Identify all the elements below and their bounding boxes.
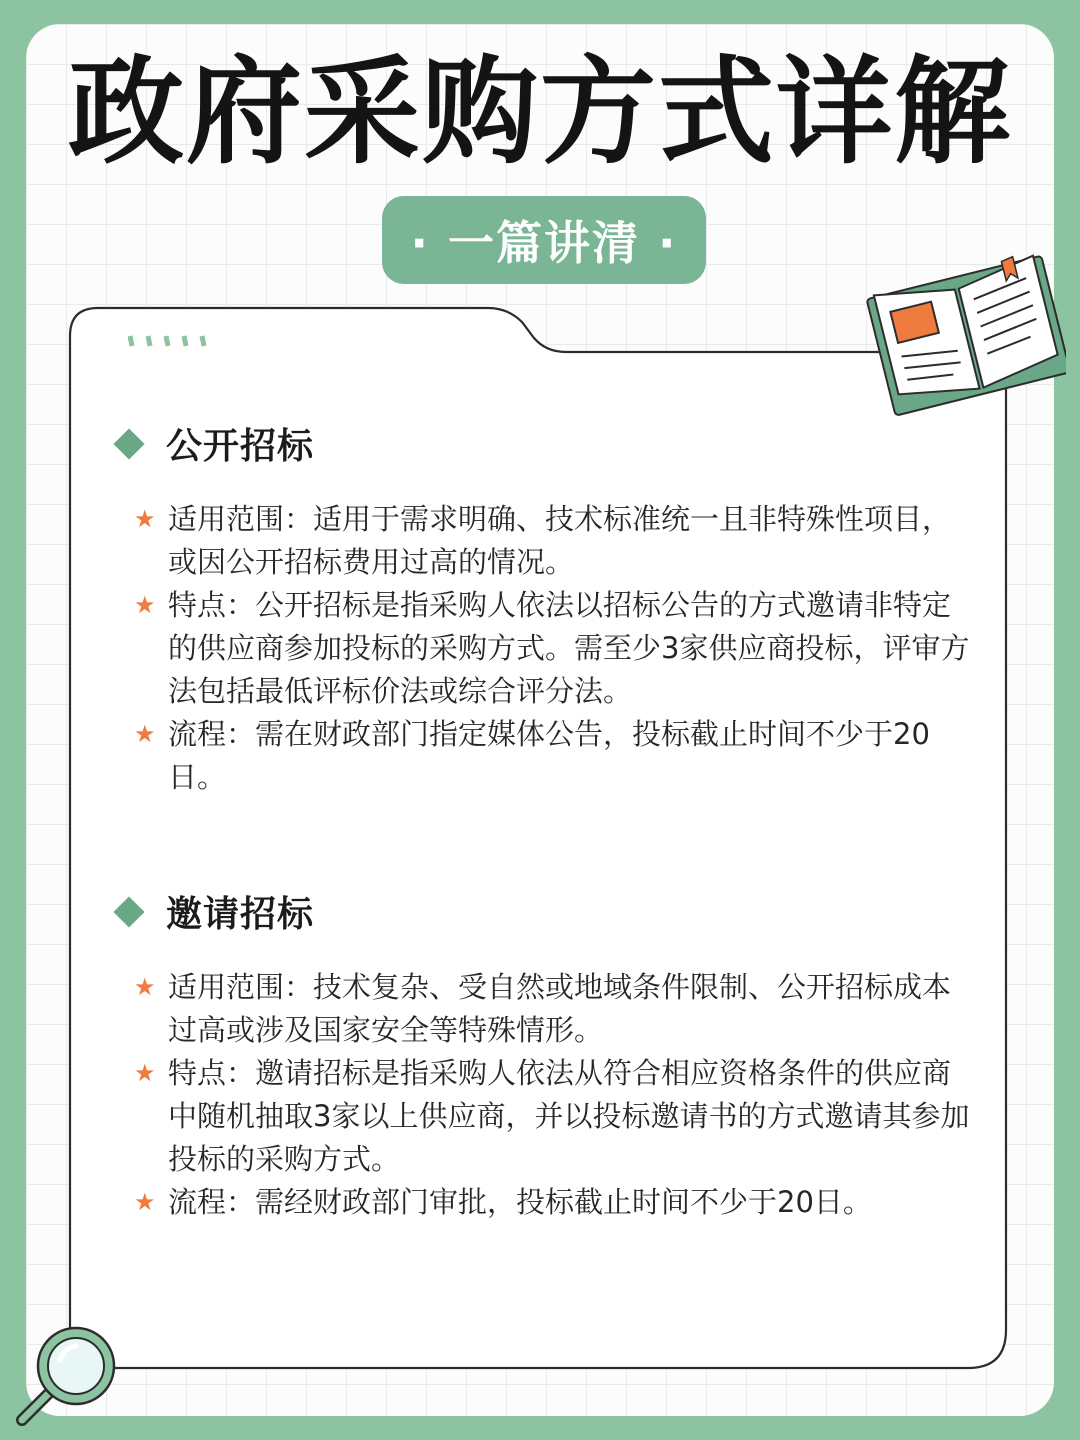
diamond-icon <box>113 428 144 459</box>
magnifier-icon <box>12 1322 122 1432</box>
section-header-public-tender <box>112 418 314 469</box>
list-item <box>134 1052 974 1181</box>
list-item <box>134 498 974 584</box>
section-header-invited-tender <box>112 886 314 937</box>
item-text: 流程：需在财政部门指定媒体公告，投标截止时间不少于20日。 <box>168 717 930 794</box>
list-item <box>134 584 974 713</box>
item-text: 流程：需经财政部门审批，投标截止时间不少于20日。 <box>168 1185 872 1219</box>
subtitle-badge: · 一篇讲清 · <box>382 196 706 284</box>
section-list-public-tender <box>134 498 974 799</box>
open-book-icon <box>866 236 1066 416</box>
item-text: 适用范围：技术复杂、受自然或地域条件限制、公开招标成本过高或涉及国家安全等特殊情形。 <box>168 970 952 1047</box>
star-icon: ★ <box>134 973 156 1001</box>
section-list-invited-tender <box>134 966 974 1224</box>
star-icon: ★ <box>134 591 156 619</box>
star-icon: ★ <box>134 1059 156 1087</box>
section-title: 邀请招标 <box>166 894 315 935</box>
list-item <box>134 1181 974 1224</box>
list-item <box>134 966 974 1052</box>
item-text: 特点：公开招标是指采购人依法以招标公告的方式邀请非特定的供应商参加投标的采购方式。需至少3家供应商投标，评审方法包括最低评标价法或综合评分法。 <box>168 588 970 708</box>
decorative-stripes <box>128 334 218 350</box>
section-title: 公开招标 <box>166 426 315 467</box>
star-icon: ★ <box>134 505 156 533</box>
star-icon: ★ <box>134 1188 156 1216</box>
page-title: 政府采购方式详解 <box>68 45 1012 180</box>
list-item <box>134 713 974 799</box>
star-icon: ★ <box>134 720 156 748</box>
diamond-icon <box>113 896 144 927</box>
item-text: 特点：邀请招标是指采购人依法从符合相应资格条件的供应商中随机抽取3家以上供应商，并以投标邀请书的方式邀请其参加投标的采购方式。 <box>168 1056 970 1176</box>
item-text: 适用范围：适用于需求明确、技术标准统一且非特殊性项目，或因公开招标费用过高的情况。 <box>168 502 952 579</box>
